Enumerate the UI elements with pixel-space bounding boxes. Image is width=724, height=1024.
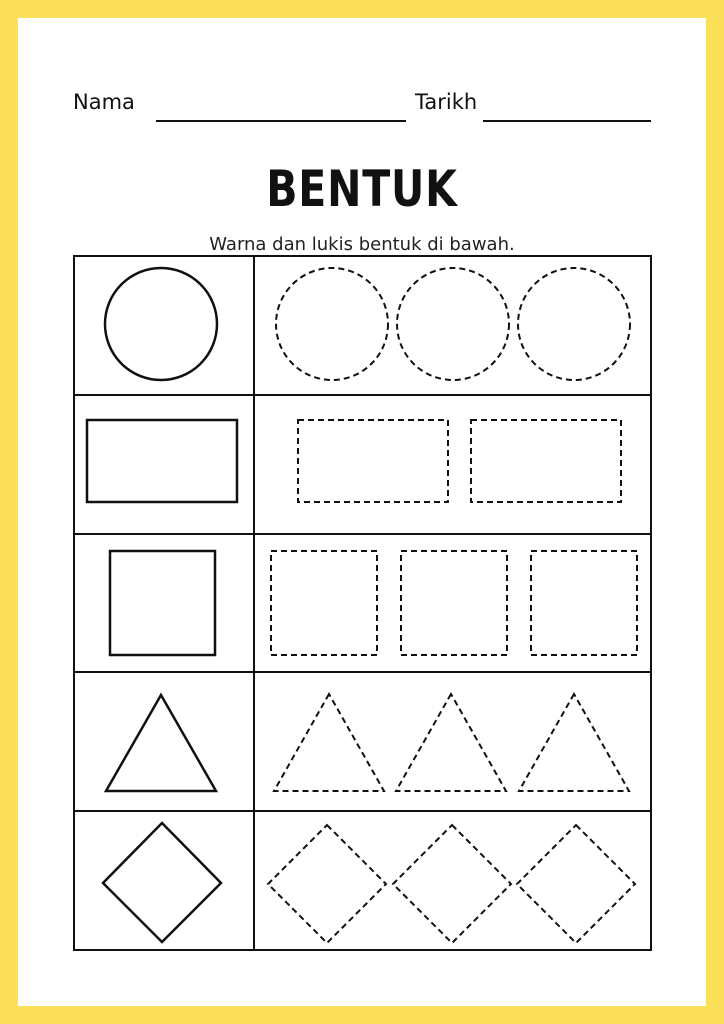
diamond-trace-shape[interactable]: [268, 825, 386, 943]
rectangle-trace-shape[interactable]: [298, 420, 448, 502]
square-model-shape: [110, 551, 215, 655]
triangle-model-shape: [106, 695, 216, 791]
circle-model-shape: [105, 268, 217, 380]
circle-trace-shape[interactable]: [397, 268, 509, 380]
rectangle-model-shape: [87, 420, 237, 502]
triangle-trace-shape[interactable]: [274, 694, 384, 791]
worksheet-instruction: Warna dan lukis bentuk di bawah.: [209, 234, 515, 255]
diamond-trace-shape[interactable]: [393, 825, 511, 943]
circle-trace-shape[interactable]: [518, 268, 630, 380]
grid-border: [74, 256, 651, 950]
name-label: Nama: [73, 90, 135, 114]
square-trace-shape[interactable]: [401, 551, 507, 655]
worksheet-page: [18, 18, 706, 1006]
square-trace-shape[interactable]: [531, 551, 637, 655]
circle-trace-shape[interactable]: [276, 268, 388, 380]
worksheet-title: BENTUK: [266, 160, 458, 218]
square-trace-shape[interactable]: [271, 551, 377, 655]
triangle-trace-shape[interactable]: [519, 694, 629, 791]
shapes-grid: [18, 18, 706, 1006]
diamond-model-shape: [103, 823, 221, 942]
diamond-trace-shape[interactable]: [517, 825, 635, 943]
date-label: Tarikh: [415, 90, 478, 114]
rectangle-trace-shape[interactable]: [471, 420, 621, 502]
triangle-trace-shape[interactable]: [396, 694, 506, 791]
